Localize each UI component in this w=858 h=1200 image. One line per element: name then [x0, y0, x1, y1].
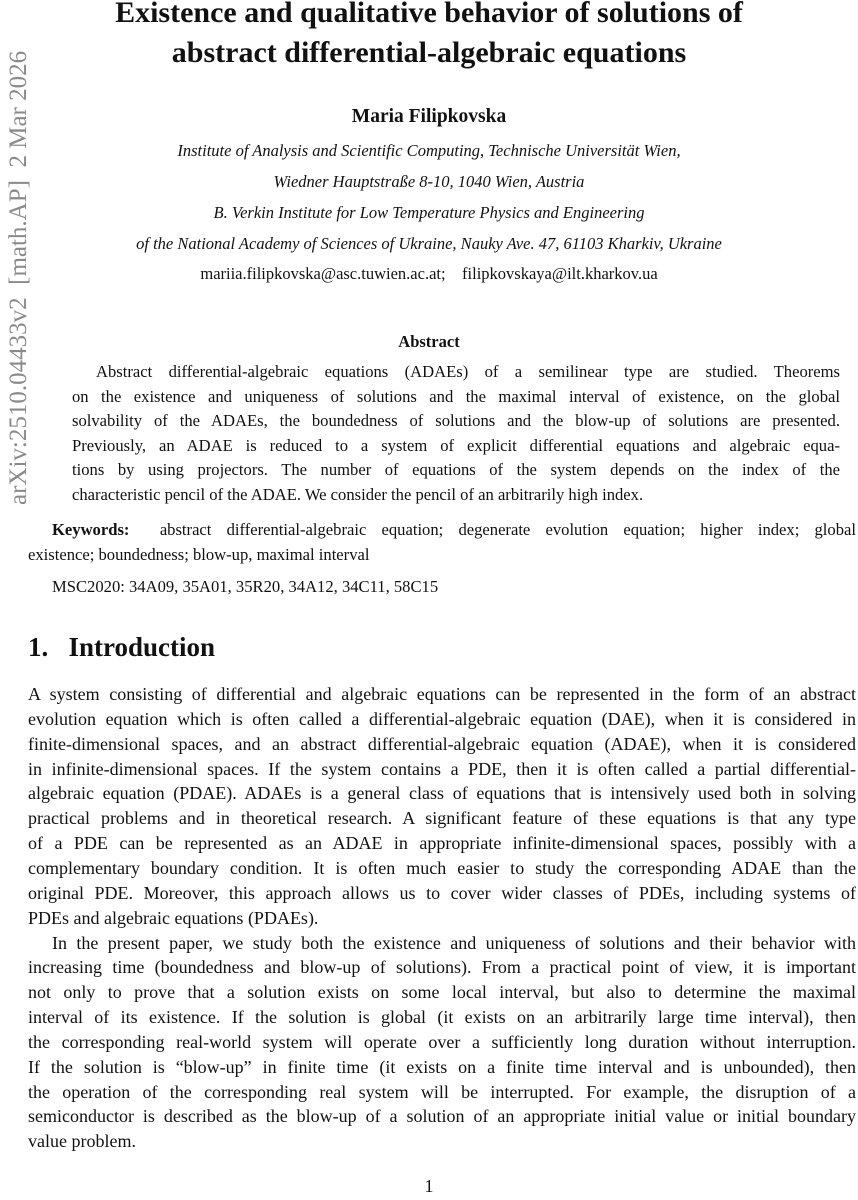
paragraph-line: evolution equation which is often called a differential-algebraic equation (DAE), when it is considered in — [28, 708, 856, 729]
abstract-line: Previously, an ADAE is reduced to a system of explicit differential equations and algebraic equa- — [72, 435, 840, 455]
affiliation-line: B. Verkin Institute for Low Temperature Physics and Engineering — [213, 203, 645, 222]
affiliation-line: of the National Academy of Sciences of Ukraine, Nauky Ave. 47, 61103 Kharkiv, Ukraine — [136, 234, 722, 253]
keywords-line — [52, 520, 856, 540]
msc-codes: MSC2020: 34A09, 35A01, 35R20, 34A12, 34C11, 58C15 — [52, 577, 439, 596]
paragraph-line: PDEs and algebraic equations (PDAEs). — [28, 907, 319, 928]
paragraph-line: increasing time (boundedness and blow-up of solutions). From a practical point of view, it is important — [28, 957, 856, 978]
paragraph-line: finite-dimensional spaces, and an abstract differential-algebraic equation (ADAE), when it is considered — [28, 733, 856, 754]
paragraph-line: practical problems and in theoretical research. A significant feature of these equations is that any type — [28, 808, 856, 829]
author-name: Maria Filipkovska — [351, 106, 507, 127]
abstract-line: tions by using projectors. The number of equations of the system depends on the index of the — [72, 460, 840, 480]
paragraph-line: semiconductor is described as the blow-up of a solution of an appropriate initial value or initial boundary — [28, 1106, 856, 1127]
paragraph-line: algebraic equation (PDAE). ADAEs is a general class of equations that is intensively used both in solving — [28, 783, 856, 804]
section-title: Introduction — [68, 632, 216, 662]
paper-title-line-2: abstract differential-algebraic equations — [171, 36, 687, 69]
abstract-line: solvability of the ADAEs, the boundedness of solutions and the blow-up of solutions are presented. — [72, 411, 840, 431]
author-emails: mariia.filipkovska@asc.tuwien.ac.at; filipkovskaya@ilt.kharkov.ua — [200, 264, 658, 283]
abstract-line: Abstract differential-algebraic equations (ADAEs) of a semilinear type are studied. Theorems — [96, 362, 840, 381]
section-heading — [28, 632, 215, 663]
abstract-line: on the existence and uniqueness of solutions and the maximal interval of existence, on the global — [72, 386, 840, 406]
paragraph-line: value problem. — [28, 1131, 136, 1152]
paragraph-line: A system consisting of differential and algebraic equations can be represented in the form of an abstract — [28, 684, 856, 704]
keywords-label: Keywords: — [52, 520, 130, 539]
paragraph-line: of a PDE can be represented as an ADAE in appropriate infinite-dimensional spaces, possibly with a — [28, 833, 856, 854]
section-number: 1. — [28, 632, 49, 662]
paragraph-line: the operation of the corresponding real system will be interrupted. For example, the disruption of a — [28, 1081, 856, 1102]
paragraph-line: original PDE. Moreover, this approach allows us to cover wider classes of PDEs, including systems of — [28, 882, 856, 903]
arxiv-stamp: arXiv:2510.04433v2 [math.AP] 2 Mar 2026 — [5, 50, 32, 505]
paragraph-line: In the present paper, we study both the existence and uniqueness of solutions and their behavior with — [52, 932, 856, 953]
keywords-line-2: existence; boundedness; blow-up, maximal interval — [28, 545, 370, 564]
paragraph-line: not only to prove that a solution exists on some local interval, but also to determine the maximal — [28, 982, 856, 1003]
paragraph-line: interval of its existence. If the solution is global (it exists on an arbitrarily large time interval), then — [28, 1007, 856, 1028]
paragraph-line: If the solution is “blow-up” in finite time (it exists on a finite time interval and is unbounded), then — [28, 1056, 856, 1077]
paragraph-line: in infinite-dimensional spaces. If the system contains a PDE, then it is often called a partial differential- — [28, 758, 856, 779]
keywords-text: abstract differential-algebraic equation; degenerate evolution equation; higher index; global — [159, 520, 856, 539]
abstract-heading: Abstract — [398, 332, 460, 351]
paper-title-line-1: Existence and qualitative behavior of solutions of — [115, 0, 743, 29]
affiliation-line: Wiedner Hauptstraße 8-10, 1040 Wien, Austria — [273, 172, 585, 191]
paragraph-line: the corresponding real-world system will operate over a sufficiently long duration without interruption. — [28, 1031, 856, 1052]
abstract-line: characteristic pencil of the ADAE. We consider the pencil of an arbitrarily high index. — [72, 485, 644, 504]
page-number: 1 — [424, 1176, 434, 1196]
affiliation-line: Institute of Analysis and Scientific Computing, Technische Universität Wien, — [177, 141, 681, 160]
paragraph-line: complementary boundary condition. It is often much easier to study the corresponding ADAE than the — [28, 857, 856, 878]
